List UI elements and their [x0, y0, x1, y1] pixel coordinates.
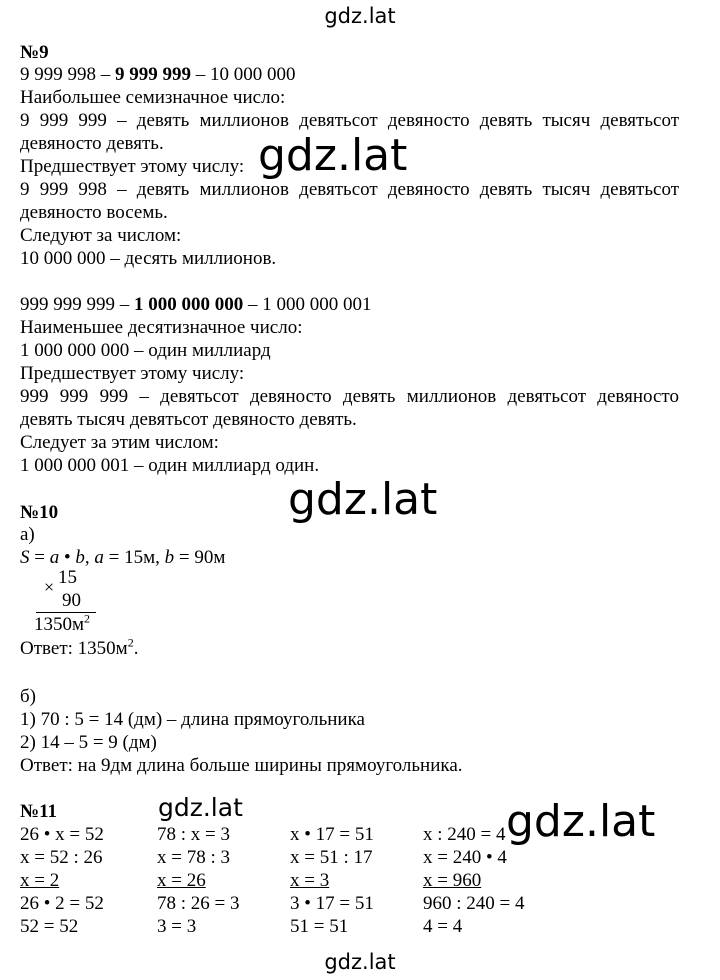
eq2-check: 78 : 26 = 3 — [157, 893, 240, 914]
task9-line-15: 1 000 000 001 – один миллиард один. — [20, 455, 320, 476]
watermark-bottom: gdz.lat — [324, 950, 396, 974]
task11-title: №11 — [20, 801, 58, 822]
eq1-line-1: 26 • x = 52 — [20, 824, 104, 845]
task9-line-8: 10 000 000 – десять миллионов. — [20, 248, 277, 269]
eq1-verify: 52 = 52 — [20, 916, 79, 937]
watermark-middle-1: gdz.lat — [258, 130, 408, 181]
eq3-line-1: x • 17 = 51 — [290, 824, 374, 845]
eq4-check: 960 : 240 = 4 — [423, 893, 525, 914]
eq2-answer: x = 26 — [157, 870, 206, 891]
task10-answer-b: Ответ: на 9дм длина больше ширины прямоугольника. — [20, 755, 463, 776]
watermark-right: gdz.lat — [506, 796, 656, 847]
task9-line-4: Предшествует этому числу: — [20, 156, 245, 177]
calc-times-sign: × — [44, 577, 55, 597]
eq3-verify: 51 = 51 — [290, 916, 349, 937]
task9-line-13: девять тысяч девятьсот девяносто девять. — [20, 409, 357, 430]
eq2-line-2: x = 78 : 3 — [157, 847, 230, 868]
task10-a-label: а) — [20, 524, 35, 545]
eq2-line-1: 78 : x = 3 — [157, 824, 230, 845]
eq3-answer: x = 3 — [290, 870, 330, 891]
calc-second-factor: 90 — [62, 590, 81, 611]
task10-formula: S = a • b, a = 15м, b = 90м — [20, 547, 226, 568]
task9-sequence-1: 9 999 998 – 9 999 999 – 10 000 000 — [20, 64, 296, 85]
watermark-middle-2: gdz.lat — [288, 474, 438, 525]
task10-b-step-1: 1) 70 : 5 = 14 (дм) – длина прямоугольника — [20, 709, 365, 730]
eq2-verify: 3 = 3 — [157, 916, 197, 937]
watermark-top: gdz.lat — [324, 4, 396, 28]
eq4-line-2: x = 240 • 4 — [423, 847, 507, 868]
task9-line-10: 1 000 000 000 – один миллиард — [20, 340, 271, 361]
eq1-line-2: x = 52 : 26 — [20, 847, 103, 868]
task9-line-9: Наименьшее десятизначное число: — [20, 317, 303, 338]
task9-line-2: 9 999 999 – девять миллионов девятьсот девяносто девять тысяч девятьсот — [20, 110, 679, 131]
task9-title: №9 — [20, 42, 49, 63]
eq4-line-1: x : 240 = 4 — [423, 824, 506, 845]
task9-line-11: Предшествует этому числу: — [20, 363, 245, 384]
task9-line-5: 9 999 998 – девять миллионов девятьсот девяносто девять тысяч девятьсот — [20, 179, 679, 200]
task10-answer-a: Ответ: $1350м^2$. — [20, 635, 139, 659]
task9-line-7: Следуют за числом: — [20, 225, 182, 246]
eq3-check: 3 • 17 = 51 — [290, 893, 374, 914]
eq1-answer: x = 2 — [20, 870, 60, 891]
task9-sequence-2: 999 999 999 – 1 000 000 000 – 1 000 000 001 — [20, 294, 372, 315]
eq4-answer: x = 960 — [423, 870, 482, 891]
eq3-line-2: x = 51 : 17 — [290, 847, 373, 868]
task9-line-1: Наибольшее семизначное число: — [20, 87, 286, 108]
calc-result: $1350м^2$ — [34, 611, 91, 635]
eq4-verify: 4 = 4 — [423, 916, 463, 937]
task10-title: №10 — [20, 502, 59, 523]
task9-line-6: девяносто восемь. — [20, 202, 168, 223]
task9-line-14: Следует за этим числом: — [20, 432, 219, 453]
task10-b-label: б) — [20, 686, 36, 707]
calc-first-factor: 15 — [58, 567, 77, 588]
watermark-small: gdz.lat — [158, 793, 243, 822]
task9-line-12: 999 999 999 – девятьсот девяносто девять миллионов девятьсот девяносто — [20, 386, 679, 407]
task9-line-3: девяносто девять. — [20, 133, 164, 154]
eq1-check: 26 • 2 = 52 — [20, 893, 104, 914]
task10-b-step-2: 2) 14 – 5 = 9 (дм) — [20, 732, 157, 753]
